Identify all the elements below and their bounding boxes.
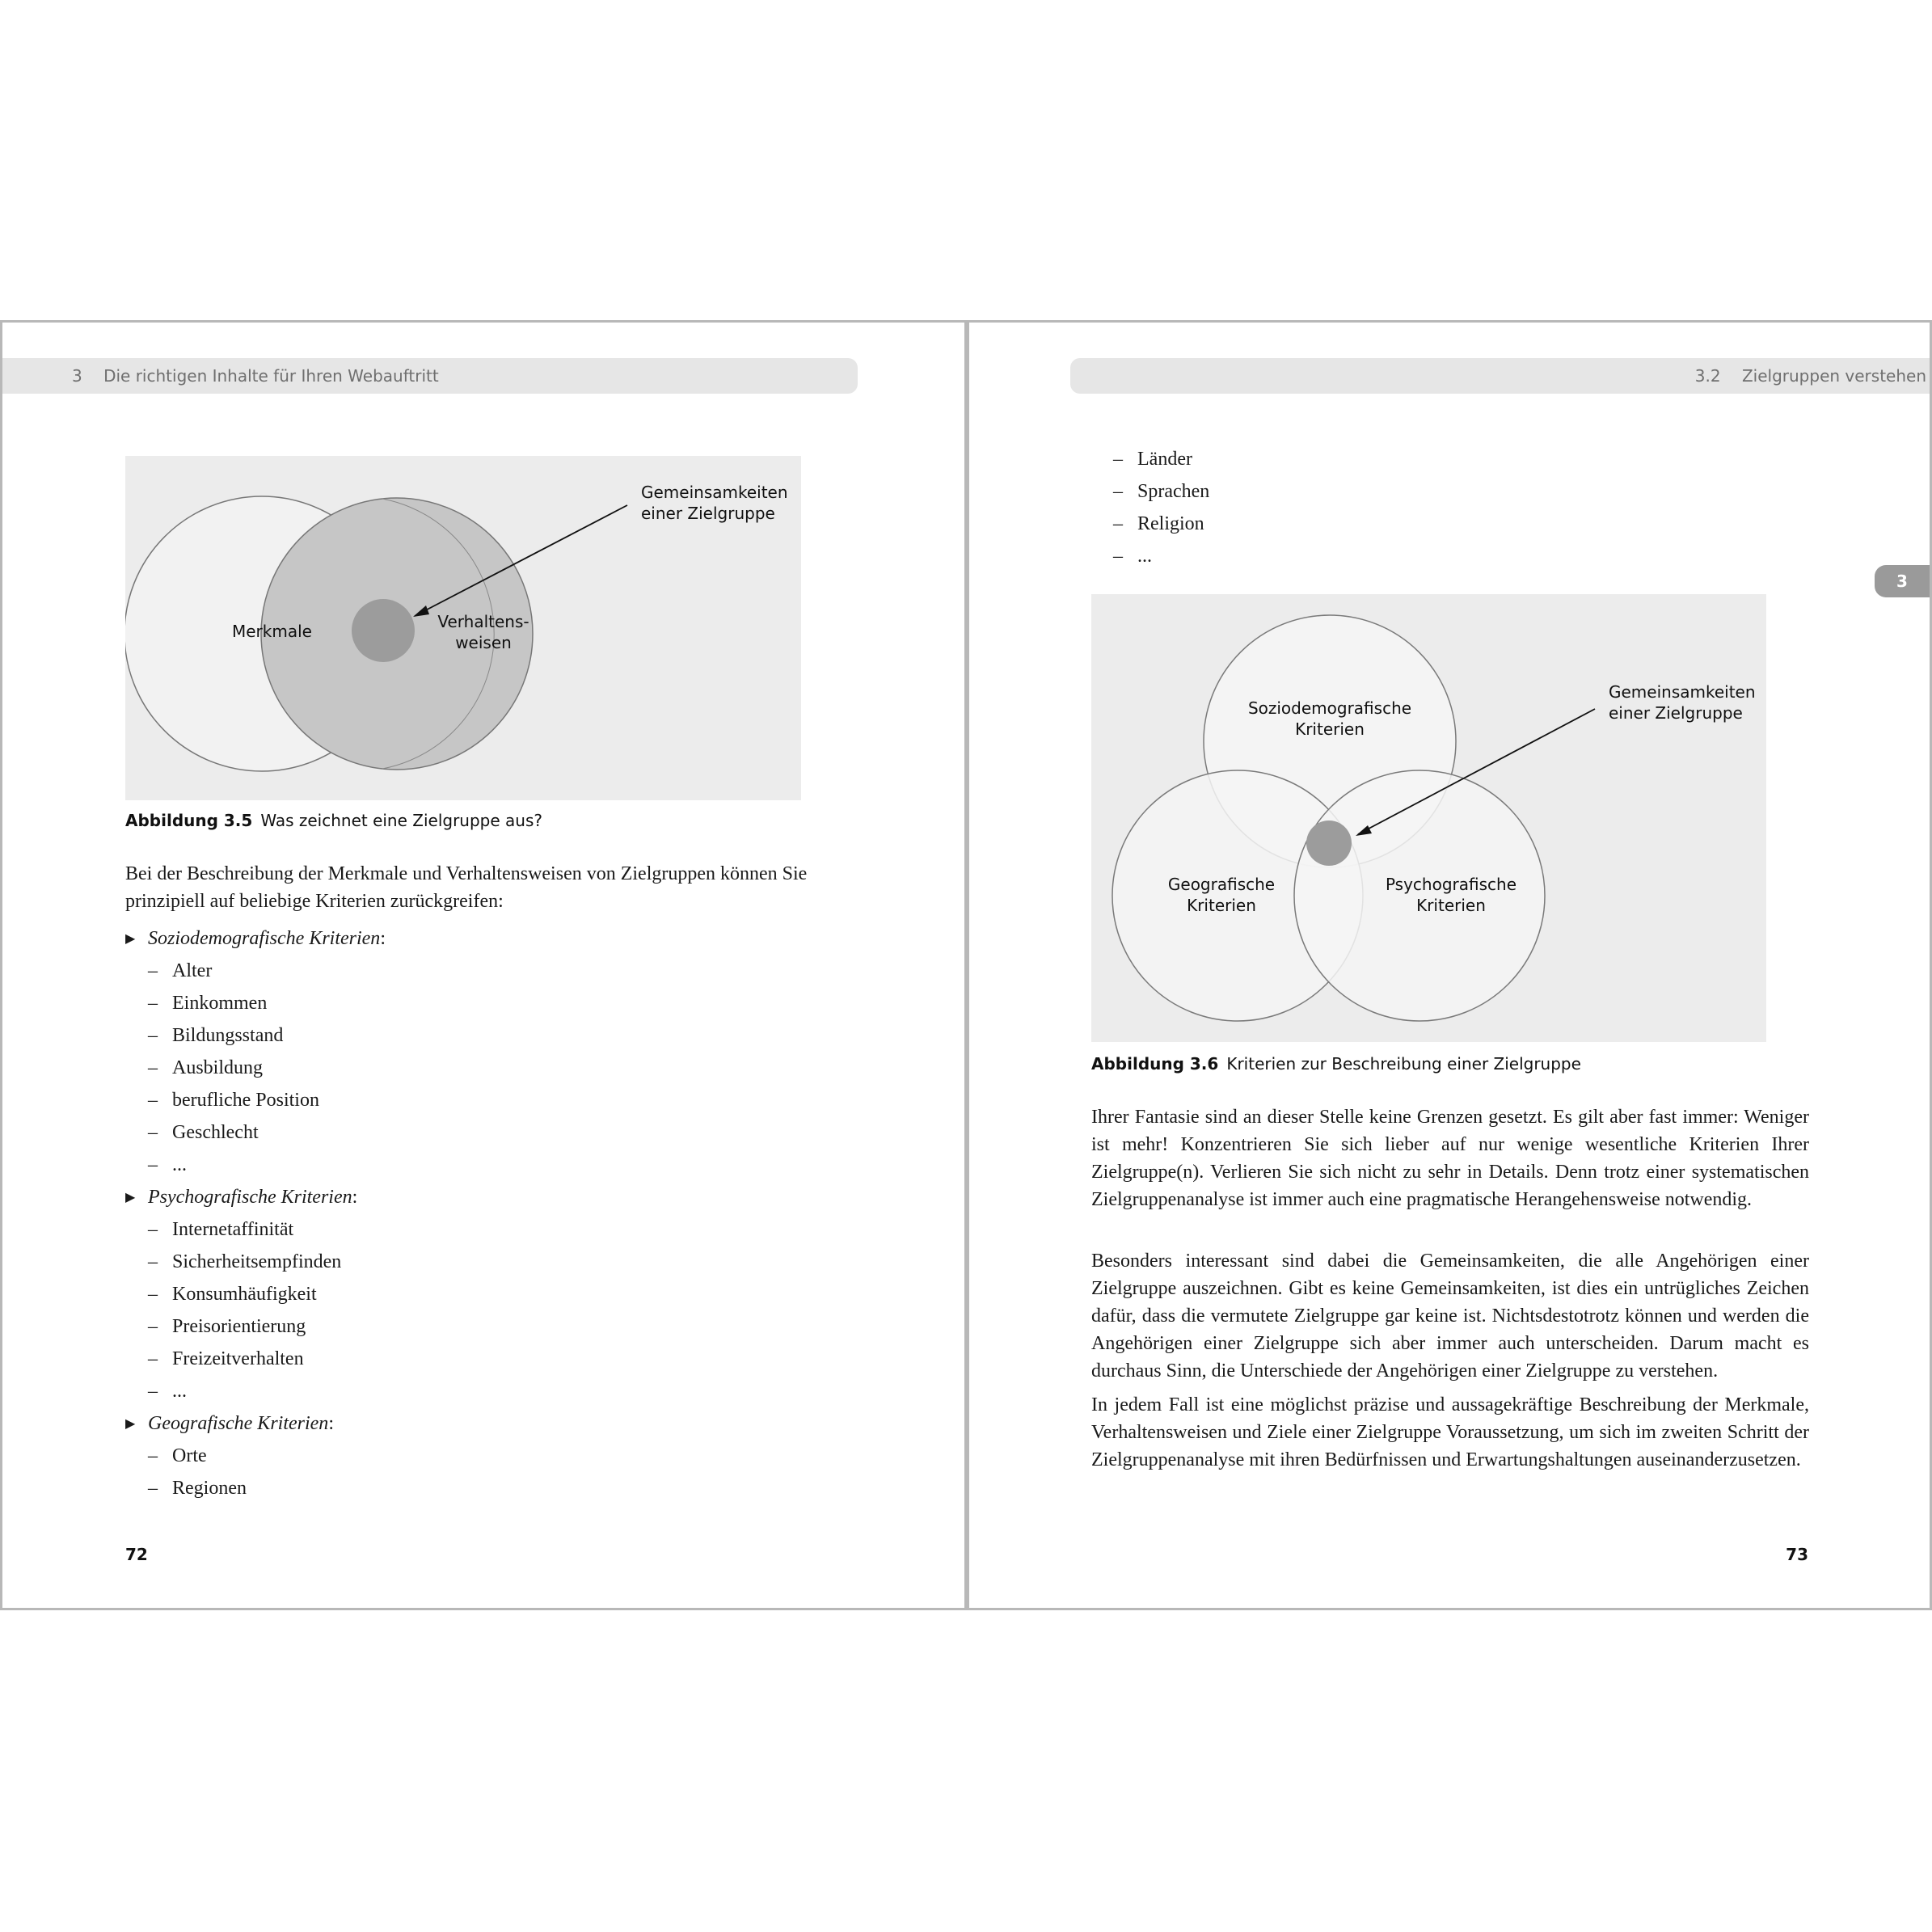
paragraph: In jedem Fall ist eine möglichst präzise und aussagekräftige Beschreibung der Merkmale, Verhaltensweisen und Ziele einer Zielgruppe Voraussetzung, um sich im zweiten Schritt der Zielgruppenanalyse mit ihren Bedürfnissen und Erwartungshaltungen auseinanderzusetzen.: [1091, 1394, 1809, 1470]
list-heading-sozio: ▶ Soziodemografische Kriterien:: [125, 925, 386, 952]
label-geografisch: Geografische Kriterien: [1167, 875, 1276, 915]
list-item: – Geschlecht: [148, 1122, 259, 1143]
list-item: – Länder: [1113, 449, 1192, 470]
figure-caption: Abbildung 3.5 Was zeichnet eine Zielgruppe aus?: [125, 811, 542, 830]
list-item: – Freizeitverhalten: [148, 1348, 304, 1369]
intersection-dot: [1306, 820, 1352, 866]
paragraph: Ihrer Fantasie sind an dieser Stelle keine Grenzen gesetzt. Es gilt aber fast immer: Weniger ist mehr! Konzentrieren Sie sich lieber auf nur wenige wesentliche Kriterien Ihrer Zielgruppe(n). Verlieren Sie sich nicht zu sehr in Details. Denn trotz einer systematischen Zielgruppenanalyse ist immer auch eine pragmatische Herangehensweise notwendig.: [1091, 1107, 1809, 1210]
list-item: – Alter: [148, 960, 213, 981]
label-gemeinsamkeiten: Gemeinsamkeiten einer Zielgruppe: [1609, 682, 1756, 723]
list-item: – ...: [148, 1154, 187, 1175]
label-verhaltensweisen: Verhaltens- weisen: [437, 612, 529, 652]
venn-diagram-three-circles: [1091, 594, 1766, 1042]
intro-line-2: prinzipiell auf beliebige Kriterien zurückgreifen:: [125, 891, 504, 912]
paragraph: Besonders interessant sind dabei die Gemeinsamkeiten, die alle Angehörigen einer Zielgruppe auszeichnen. Gibt es keine Gemeinsamkeiten, ist dies ein untrügliches Zeichen dafür, dass die vermutete Zielgruppe gar keine ist. Nichtsdestotrotz können und werden die Angehörigen einer Zielgruppe sich aber immer auch unterscheiden. Darum macht es durchaus Sinn, die Unterschiede der Angehörigen einer Zielgruppe zu verstehen.: [1091, 1251, 1809, 1382]
bullet-icon: ▶: [125, 1189, 136, 1204]
figure-3-5: [125, 456, 801, 800]
list-item: – Bildungsstand: [148, 1025, 284, 1046]
label-psychografisch: Psychografische Kriterien: [1385, 875, 1517, 915]
section-title: Zielgruppen verstehen: [1741, 366, 1926, 386]
list-heading-psycho: ▶ Psychografische Kriterien:: [125, 1183, 357, 1211]
running-head: [2, 358, 858, 394]
list-item: – Konsumhäufigkeit: [148, 1284, 317, 1305]
intersection-dot: [352, 599, 415, 662]
chapter-tab: 3: [1875, 565, 1930, 597]
label-gemeinsamkeiten: Gemeinsamkeiten einer Zielgruppe: [641, 483, 788, 523]
list-item: – ...: [1113, 546, 1152, 567]
list-item: – Sicherheitsempfinden: [148, 1251, 342, 1272]
section-number: 3.2: [1694, 366, 1721, 386]
list-item: – Internetaffinität: [148, 1219, 294, 1240]
label-merkmale: Merkmale: [232, 622, 312, 641]
list-item: – ...: [148, 1381, 187, 1402]
running-head: [1070, 358, 1930, 394]
bullet-icon: ▶: [125, 930, 136, 946]
bullet-icon: ▶: [125, 1415, 136, 1431]
list-item: – berufliche Position: [148, 1090, 319, 1111]
page-number: 73: [1786, 1545, 1808, 1564]
right-page: [967, 320, 1932, 1610]
list-item: – Religion: [1113, 513, 1204, 534]
page-number: 72: [125, 1545, 148, 1564]
left-page: [0, 320, 967, 1610]
figure-caption: Abbildung 3.6 Kriterien zur Beschreibung einer Zielgruppe: [1091, 1054, 1581, 1074]
list-item: – Ausbildung: [148, 1057, 264, 1078]
list-item: – Sprachen: [1113, 481, 1210, 502]
figure-3-6: [1091, 594, 1766, 1042]
chapter-title: Die richtigen Inhalte für Ihren Webauftritt: [103, 366, 439, 386]
intro-line-1: Bei der Beschreibung der Merkmale und Verhaltensweisen von Zielgruppen können Sie: [125, 863, 808, 884]
chapter-number: 3: [72, 366, 82, 386]
label-soziodemografisch: Soziodemografische Kriterien: [1247, 698, 1412, 739]
list-item: – Einkommen: [148, 993, 268, 1014]
list-item: – Regionen: [148, 1478, 247, 1499]
list-item: – Preisorientierung: [148, 1316, 306, 1337]
list-heading-geo: ▶ Geografische Kriterien:: [125, 1410, 334, 1437]
list-item: – Orte: [148, 1445, 207, 1466]
